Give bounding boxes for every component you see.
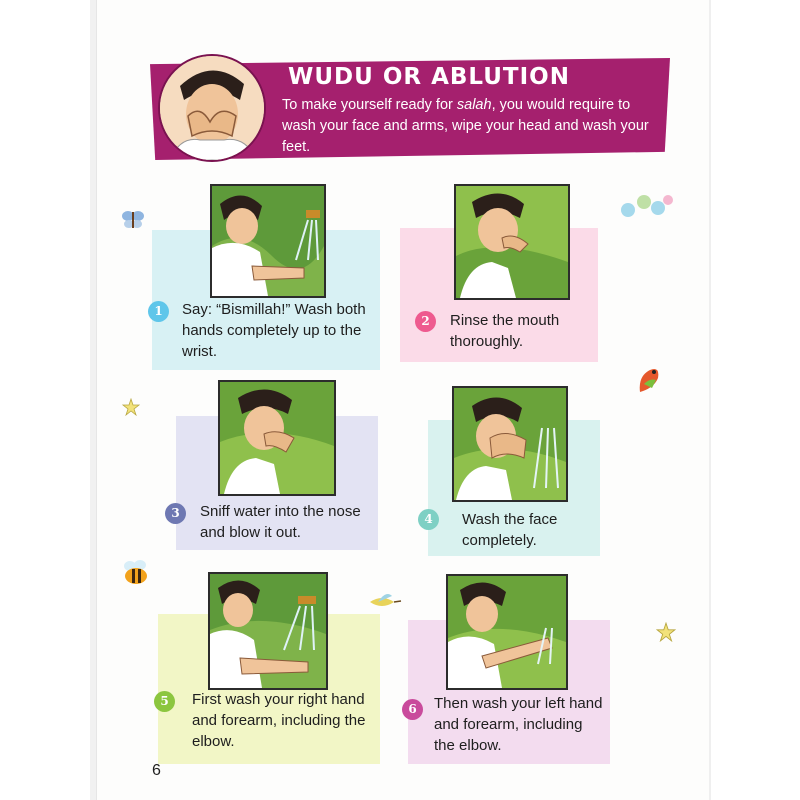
step-illustration-sniff-water — [218, 380, 336, 496]
star-icon — [122, 398, 140, 416]
hummingbird-icon — [368, 592, 402, 614]
step-illustration-wash-face — [452, 386, 568, 502]
step-number-badge: 1 — [148, 301, 169, 322]
step-instruction: First wash your right hand and forearm, including the elbow. — [192, 691, 366, 750]
step-number-badge: 4 — [418, 509, 439, 530]
step-number-badge: 3 — [165, 503, 186, 524]
step-illustration-wash-right-arm — [208, 572, 328, 690]
step-number-badge: 5 — [154, 691, 175, 712]
step-number-badge: 6 — [402, 699, 423, 720]
step-instruction: Then wash your left hand and forearm, including the elbow. — [434, 695, 603, 754]
bee-icon — [120, 558, 152, 588]
step-number-badge: 2 — [415, 311, 436, 332]
parrot-icon — [634, 362, 664, 398]
step-instruction: Rinse the mouth thoroughly. — [450, 312, 560, 350]
page-number: 6 — [152, 762, 161, 779]
step-illustration-wash-left-arm — [446, 574, 568, 690]
banner-illustration-boy-washing-face — [158, 54, 266, 162]
step-instruction: Say: “Bismillah!” Wash both hands completely up to the wrist. — [182, 301, 366, 360]
step-instruction: Wash the face completely. — [462, 511, 558, 549]
flower-cluster-icon — [618, 192, 674, 220]
butterfly-icon — [120, 206, 146, 232]
step-illustration-rinse-mouth — [454, 184, 570, 300]
page-title: WUDU OR ABLUTION — [288, 64, 570, 90]
step-instruction: Sniff water into the nose and blow it out. — [200, 503, 361, 541]
star-icon — [656, 622, 676, 642]
step-illustration-wash-hands — [210, 184, 326, 298]
intro-text: To make yourself ready for salah, you would require to wash your face and arms, wipe your head and wash your feet. — [282, 97, 649, 155]
